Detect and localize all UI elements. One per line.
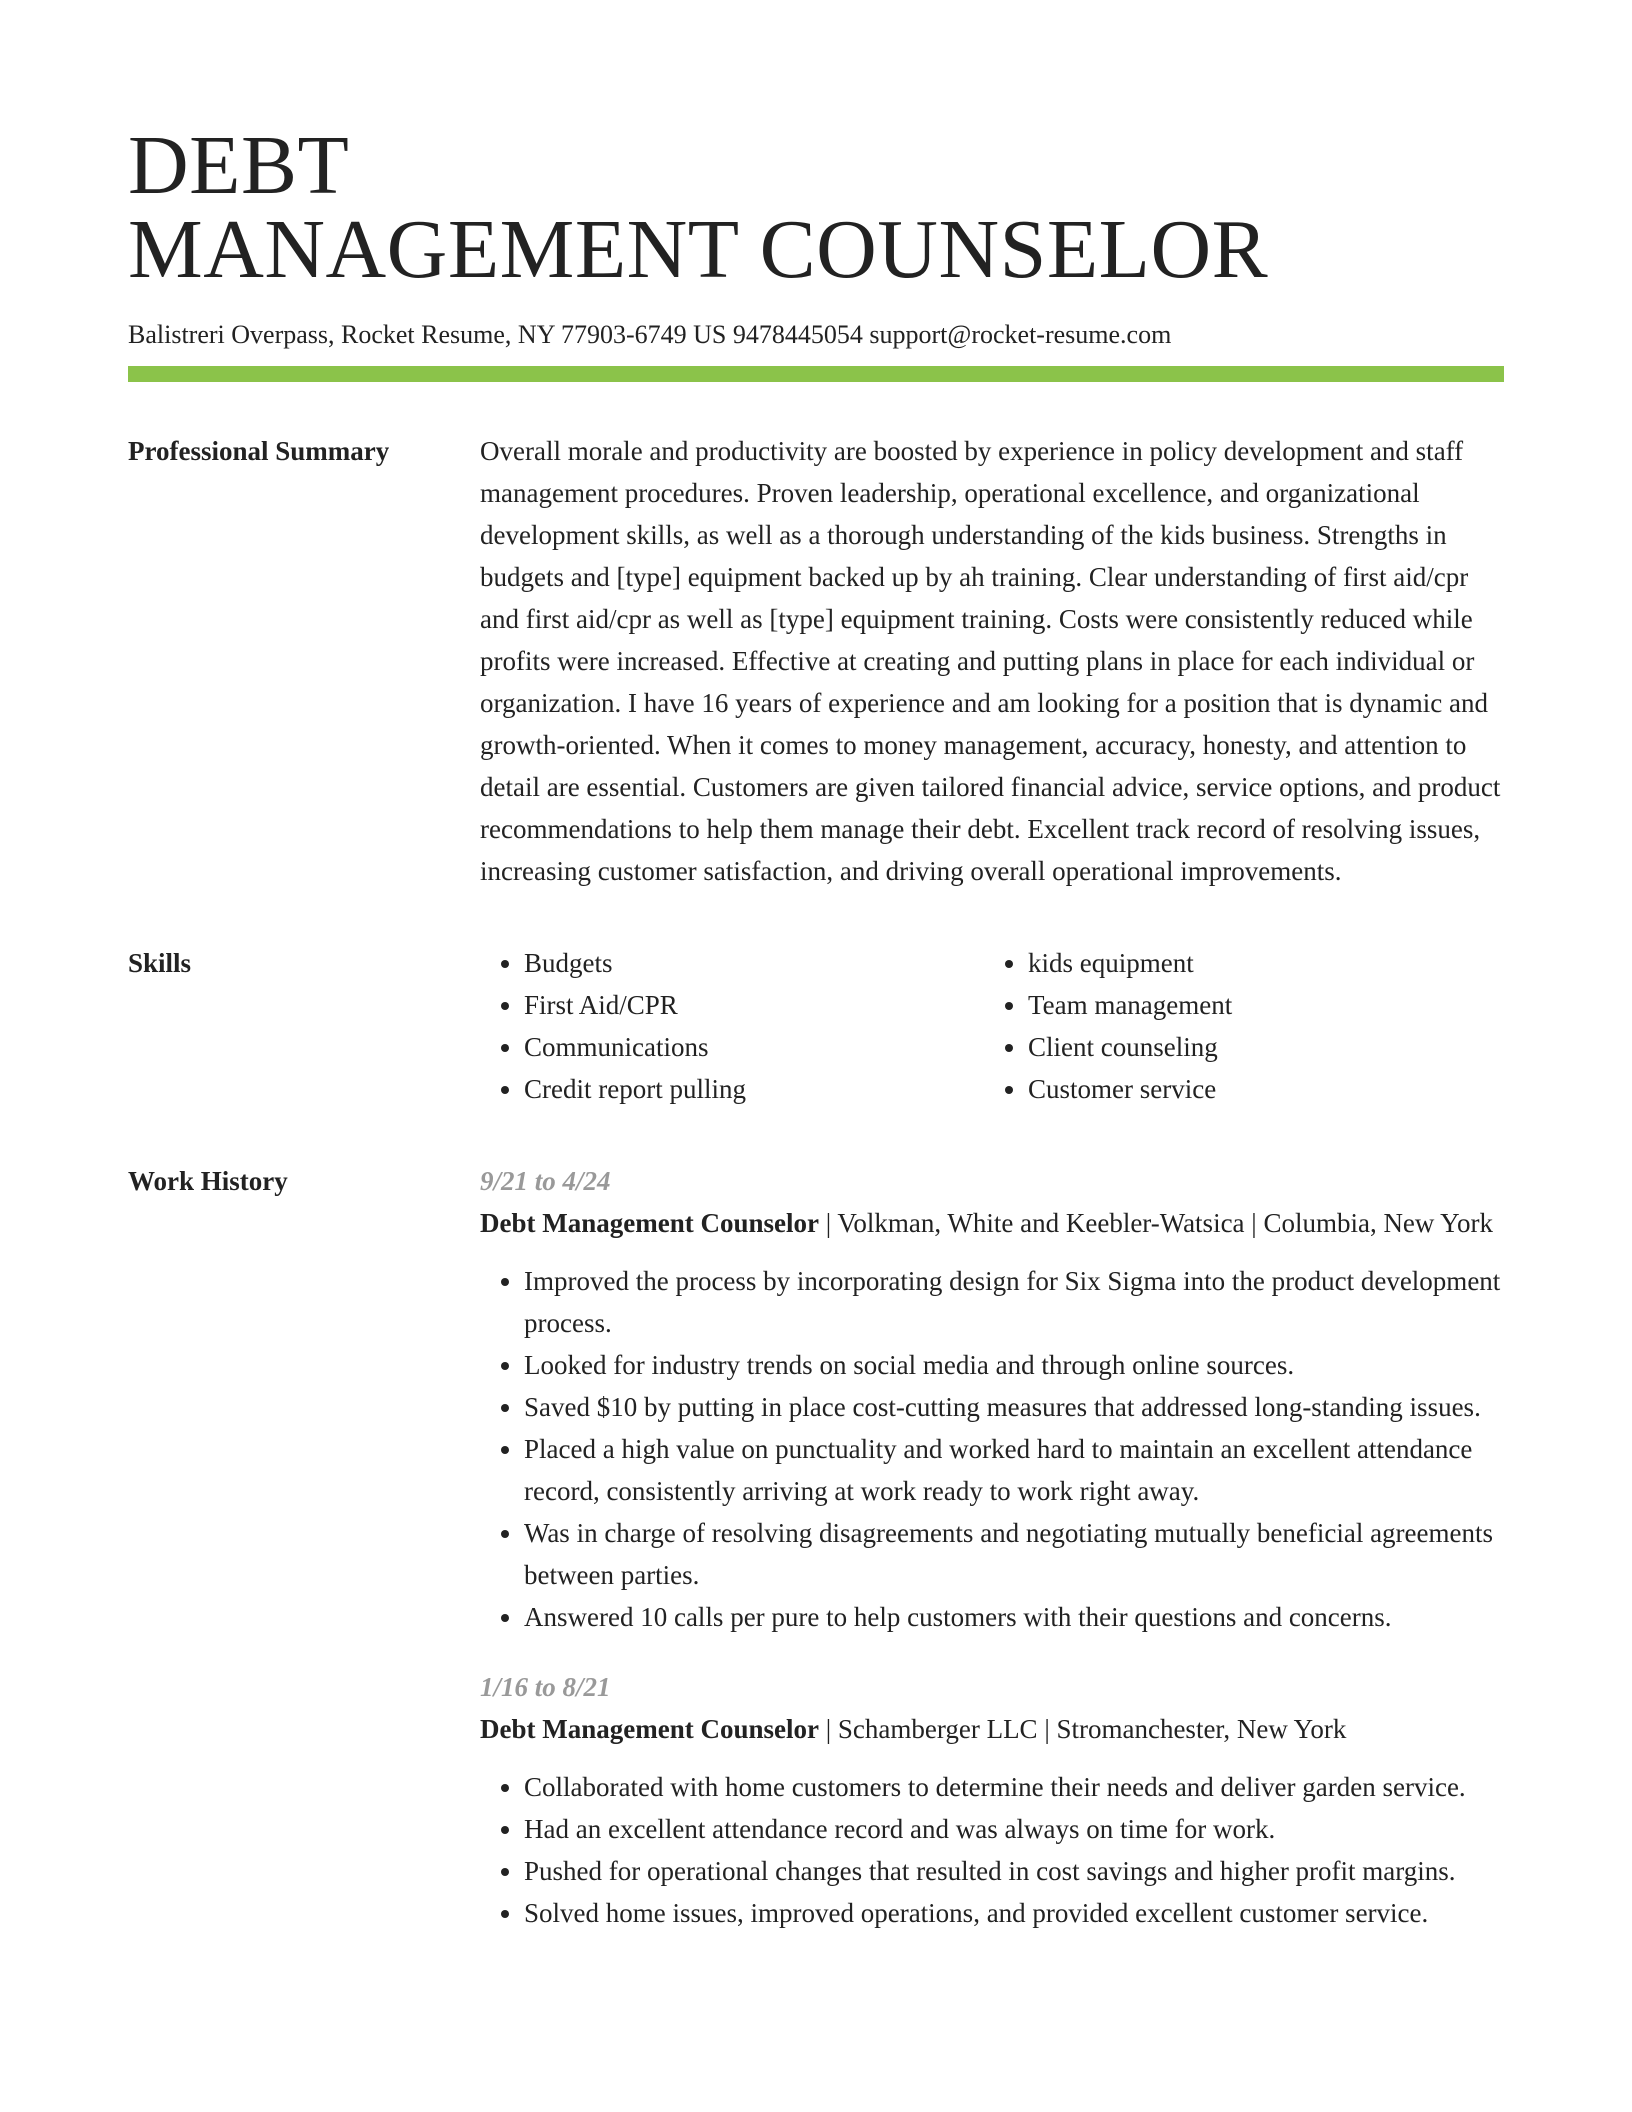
job-dates: 9/21 to 4/24 — [480, 1166, 611, 1196]
skills-heading: Skills — [128, 948, 192, 978]
job-entry — [480, 1666, 1504, 1934]
job-dates: 1/16 to 8/21 — [480, 1672, 611, 1702]
name-line-1: DEBT — [128, 119, 350, 212]
job-title-line — [480, 1708, 1504, 1750]
skill-item: • Team management — [1028, 984, 1488, 1026]
job-bullet: • Saved $10 by putting in place cost-cutting measures that addressed long-standing issues. — [524, 1386, 1504, 1428]
job-bullets — [480, 1260, 1504, 1638]
job-bullet: • Solved home issues, improved operations, and provided excellent customer service. — [524, 1892, 1504, 1934]
job-bullet: • Placed a high value on punctuality and worked hard to maintain an excellent attendance record, consistently arriving at work ready to work right away. — [524, 1428, 1504, 1512]
resume-page — [128, 119, 1504, 1962]
summary-section — [128, 430, 1504, 892]
skill-item: • kids equipment — [1028, 942, 1488, 984]
job-entry — [480, 1160, 1504, 1638]
work-history-section — [128, 1160, 1504, 1962]
summary-heading: Professional Summary — [128, 436, 390, 466]
skill-item: • Client counseling — [1028, 1026, 1488, 1068]
resume-name — [128, 119, 1504, 296]
job-role: Debt Management Counselor — [480, 1208, 819, 1238]
job-bullet: • Had an excellent attendance record and was always on time for work. — [524, 1808, 1504, 1850]
job-details: | Volkman, White and Keebler-Watsica | Columbia, New York — [818, 1208, 1493, 1238]
job-details: | Schamberger LLC | Stromanchester, New York — [818, 1714, 1347, 1744]
job-bullet: • Was in charge of resolving disagreements and negotiating mutually beneficial agreements between parties. — [524, 1512, 1504, 1596]
job-bullet: • Answered 10 calls per pure to help customers with their questions and concerns. — [524, 1596, 1504, 1638]
skills-section — [128, 942, 1504, 1110]
job-role: Debt Management Counselor — [480, 1714, 819, 1744]
skill-item: • Budgets — [524, 942, 984, 984]
skill-item: • First Aid/CPR — [524, 984, 984, 1026]
job-title-line — [480, 1202, 1504, 1244]
work-history-heading: Work History — [128, 1166, 288, 1196]
skills-list-left — [480, 942, 984, 1110]
job-bullets — [480, 1766, 1504, 1934]
job-bullet: • Collaborated with home customers to determine their needs and deliver garden service. — [524, 1766, 1504, 1808]
skill-item: • Communications — [524, 1026, 984, 1068]
job-bullet: • Pushed for operational changes that resulted in cost savings and higher profit margins. — [524, 1850, 1504, 1892]
name-line-2: MANAGEMENT COUNSELOR — [128, 203, 1269, 296]
job-bullet: • Improved the process by incorporating design for Six Sigma into the product development process. — [524, 1260, 1504, 1344]
contact-line: Balistreri Overpass, Rocket Resume, NY 77903-6749 US 9478445054 support@rocket-resume.com — [128, 320, 1172, 349]
skill-item: • Customer service — [1028, 1068, 1488, 1110]
summary-text: Overall morale and productivity are boosted by experience in policy development and staff management procedures. Proven leadership, operational excellence, and organizational development skills, as well as a thorough understanding of the kids business. Strengths in budgets and [type] equipment backed up by ah training. Clear understanding of first aid/cpr and first aid/cpr as well as [type] equipment training. Costs were consistently reduced while profits were increased. Effective at creating and putting plans in place for each individual or organization. I have 16 years of experience and am looking for a position that is dynamic and growth-oriented. When it comes to money management, accuracy, honesty, and attention to detail are essential. Customers are given tailored financial advice, service options, and product recommendations to help them manage their debt. Excellent track record of resolving issues, increasing customer satisfaction, and driving overall operational improvements. — [480, 436, 1501, 886]
skill-item: • Credit report pulling — [524, 1068, 984, 1110]
job-bullet: • Looked for industry trends on social media and through online sources. — [524, 1344, 1504, 1386]
accent-divider — [128, 366, 1504, 382]
skills-list-right — [984, 942, 1488, 1110]
